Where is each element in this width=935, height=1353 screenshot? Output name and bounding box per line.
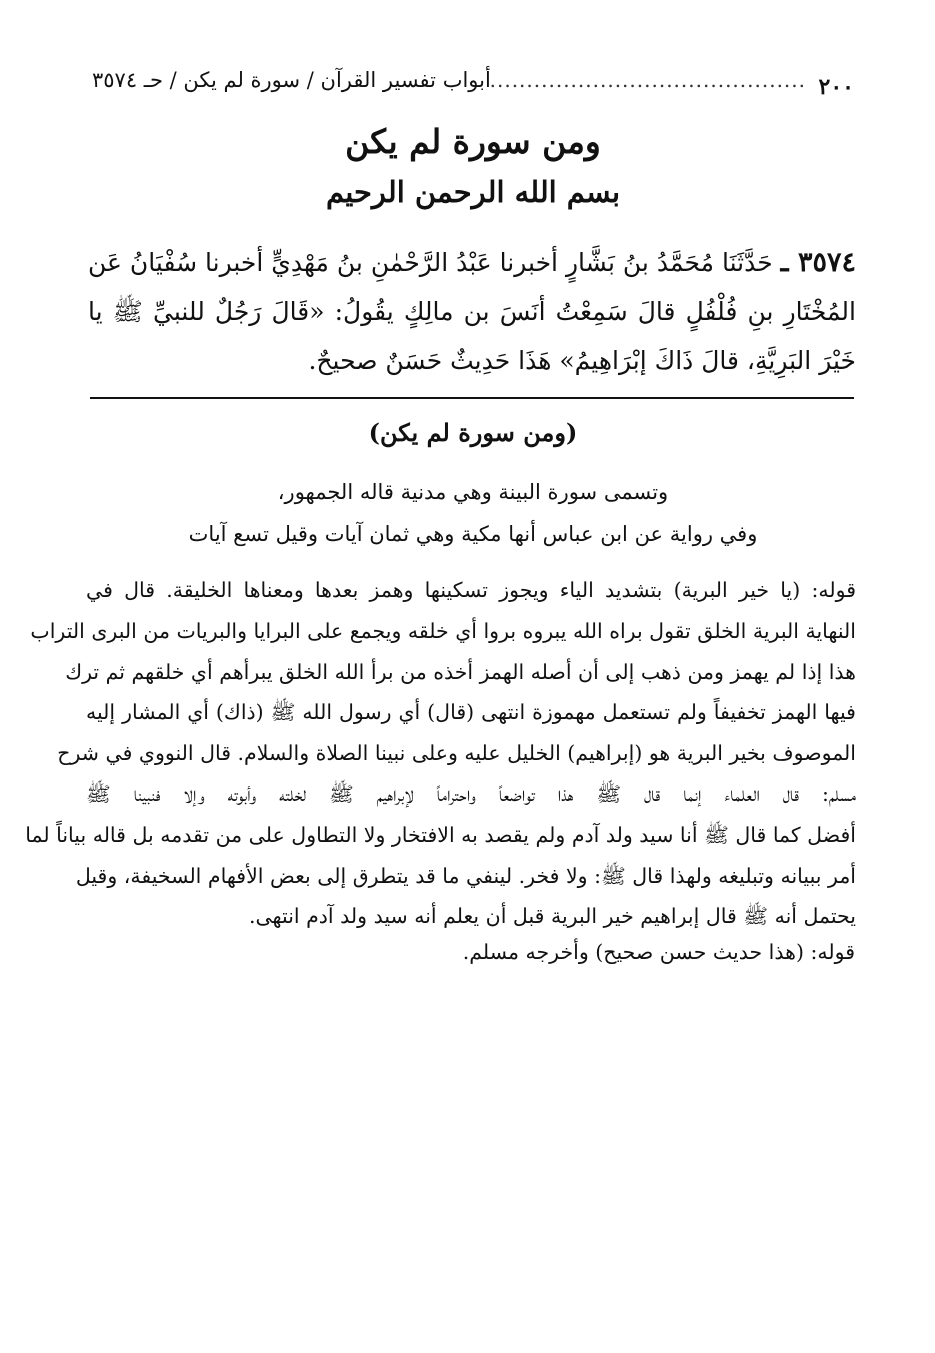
commentary-line: الموصوف بخير البرية هو (إبراهيم) الخليل عليه وعلى نبينا الصلاة والسلام. قال النووي في شرح (57, 741, 856, 766)
commentary-line: هذا إذا لم يهمز ومن ذهب إلى أن أصله الهمز أخذه من برأ الله الخلق يبرأهم أي خلقهم ثم ترك (65, 659, 856, 684)
commentary-line: فيها الهمز تخفيفاً ولم تستعمل مهموزة انتهى (قال) أي رسول الله ﷺ (ذاك) أي المشار إليه (86, 700, 856, 725)
basmala: بسم الله الرحمن الرحيم (325, 175, 621, 209)
commentary-line: مسلم: قال العلماء إنما قال ﷺ هذا تواضعاً واحتراماً لإبراهيم ﷺ لخلته وأبوته وإلا فنبينا ﷺ (86, 781, 856, 806)
header-leader-dots: ........................................... (489, 68, 806, 92)
commentary-intro-line-1: وتسمى سورة البينة وهي مدنية قاله الجمهور، (277, 480, 669, 504)
hadith-number: ٣٥٧٤ ـ (780, 247, 856, 278)
running-title: أبواب تفسير القرآن / سورة لم يكن / حـ ٣٥٧٤ (92, 68, 491, 92)
page-number: ٢٠٠ (818, 74, 854, 100)
commentary-final-note: قوله: (هذا حديث حسن صحيح) وأخرجه مسلم. (462, 940, 855, 964)
commentary-line: يحتمل أنه ﷺ قال إبراهيم خير البرية قبل أن يعلم أنه سيد ولد آدم انتهى. (248, 904, 856, 929)
commentary-line: قوله: (يا خير البرية) بتشديد الياء ويجوز تسكينها وهمز بعدها ومعناها الخليقة. قال في (86, 578, 856, 602)
surah-title: ومن سورة لم يكن (345, 122, 601, 161)
commentary-line: أفضل كما قال ﷺ أنا سيد ولد آدم ولم يقصد به الافتخار ولا التطاول على من تقدمه بل قاله بياناً لما (25, 822, 856, 847)
hadith-text-block (88, 238, 856, 385)
commentary-body (25, 570, 856, 937)
page-header (92, 62, 854, 102)
commentary-line: أمر ببيانه وتبليغه ولهذا قال ﷺ: ولا فخر. لينفي ما قد يتطرق إلى بعض الأفهام السخيفة، وقيل (75, 863, 856, 888)
commentary-title: (ومن سورة لم يكن) (368, 418, 578, 447)
commentary-intro-line-2: وفي رواية عن ابن عباس أنها مكية وهي ثمان آيات وقيل تسع آيات (188, 522, 758, 546)
section-divider (90, 397, 854, 399)
commentary-line: النهاية البرية الخلق تقول براه الله يبروه بروا أي خلقه ويجمع على البرايا والبريات من البرى التراب (30, 618, 856, 643)
hadith-text: حَدَّثَنَا مُحَمَّدُ بنُ بَشَّارٍ أخبرنا عَبْدُ الرَّحْمٰنِ بنُ مَهْدِيٍّ أخبرنا سُفْيَانُ عَن المُخْتَارِ بنِ فُلْفُلٍ قالَ سَمِعْتُ أنَسَ بن مالِكٍ يقُولُ: «قَالَ رَجُلٌ للنبيِّ ﷺ يا خَيْرَ البَرِيَّةِ، قالَ ذَاكَ إبْرَاهِيمُ» هَذَا حَدِيثٌ حَسَنٌ صحيحٌ. (88, 248, 856, 375)
